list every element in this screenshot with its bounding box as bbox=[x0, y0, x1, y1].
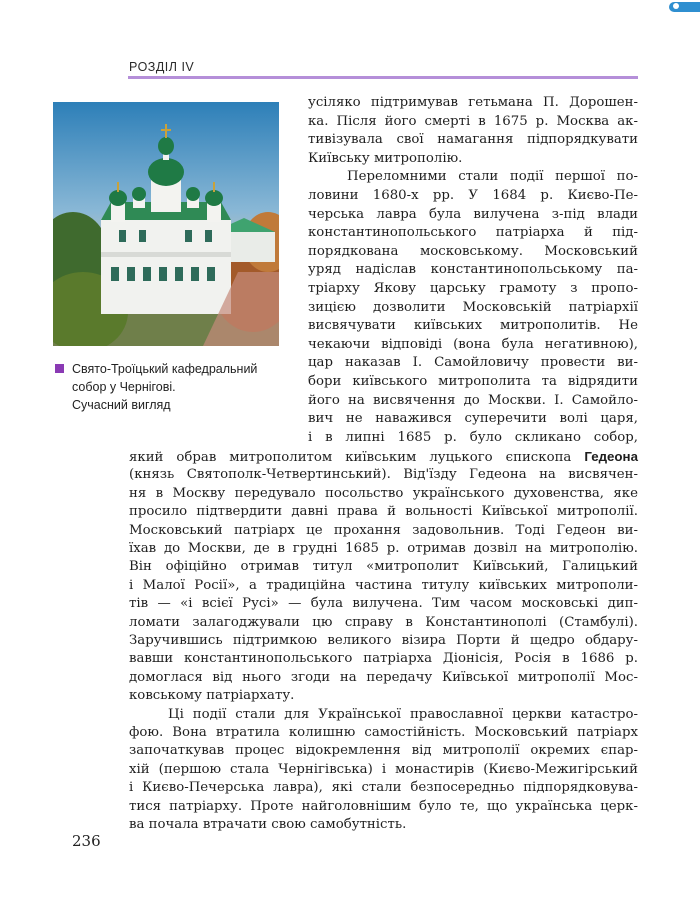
text-line: їхав до Москви, де в грудні 1685 р. отримав дозвіл на митрополію. bbox=[129, 541, 638, 556]
text-line: бори київського митрополита та відрядити bbox=[308, 374, 638, 389]
text-line: черська лавра була вилучена з-під влади bbox=[308, 206, 638, 222]
text-line: тивізувала свої намагання підпорядкувати bbox=[308, 132, 638, 148]
text-line: вавши константинопольського патріарха Діонісія, Росія в 1686 р. bbox=[129, 651, 638, 667]
figure-caption bbox=[72, 360, 282, 414]
caption-line: Сучасний вигляд bbox=[72, 398, 171, 412]
text-line: ловини 1680-х рр. У 1684 р. Києво-Пе- bbox=[308, 188, 638, 203]
text-line: тися патріарху. Проте найголовнішим було те, що українська церк- bbox=[129, 798, 638, 814]
corner-badge bbox=[669, 2, 700, 12]
text-line: Переломними стали події першої по- bbox=[347, 169, 638, 185]
text-line: ковському патріархату. bbox=[129, 688, 295, 704]
section-header: РОЗДІЛ IV bbox=[129, 60, 195, 74]
badge-dot-icon bbox=[673, 3, 679, 9]
text-line: фою. Вона втратила колишню самостійність. Московський патріарх bbox=[129, 725, 638, 740]
text-line: (князь Святополк-Четвертинський). Від'їзду Гедеона на висвячен- bbox=[129, 467, 638, 483]
text-line: уряд надіслав константинопольському па- bbox=[308, 262, 638, 278]
text-line: ка. Після його смерті в 1675 р. Москва ак- bbox=[308, 113, 638, 129]
text-line: домоглася від нього згоди на передачу Київської митрополії Мос- bbox=[129, 669, 638, 685]
text-line: і в липні 1685 р. було скликано собор, bbox=[308, 429, 638, 445]
caption-line: Свято-Троїцький кафедральний bbox=[72, 362, 258, 376]
text-line: Заручившись підтримкою великого візира Порти й щедро обдару- bbox=[129, 633, 638, 648]
text-line: який обрав митрополитом київським луцького єпископа Гедеона bbox=[129, 449, 638, 465]
text-line: усіляко підтримував гетьмана П. Дорошен- bbox=[308, 95, 638, 110]
text-line: і Києво-Печерська лавра), які стали безпосередньо підпорядковува- bbox=[129, 780, 638, 796]
text-line: Київську митрополію. bbox=[308, 150, 463, 166]
cathedral-image bbox=[53, 102, 279, 346]
text-line: константинопольського патріарха й під- bbox=[308, 225, 638, 241]
bold-name: Гедеона bbox=[584, 449, 638, 464]
text-line: ломати залагоджували цю справу в Константинополі (Стамбулі). bbox=[129, 614, 638, 630]
page-number: 236 bbox=[72, 832, 101, 850]
text-line: чекаючи відповіді (вона була негативною), bbox=[308, 336, 638, 352]
caption-marker-icon bbox=[55, 364, 64, 373]
text-line: цар наказав І. Самойловичу провести ви- bbox=[308, 355, 638, 371]
header-rule bbox=[128, 76, 638, 79]
text-line: тріарху Якову царську грамоту з пропо- bbox=[308, 281, 638, 296]
text-line: його на висвячення до Москви. І. Самойло- bbox=[308, 392, 638, 408]
text-line: висвячувати київських митрополитів. Не bbox=[308, 318, 638, 334]
text-line: хій (першою стала Чернігівська) і монастирів (Києво-Межигірський bbox=[129, 761, 638, 777]
text-line: Ці події стали для Української православної церкви катастро- bbox=[168, 706, 638, 722]
text-line: вич не наважився суперечити волі царя, bbox=[308, 411, 638, 427]
cathedral-photo bbox=[53, 102, 279, 346]
text-line: тів — «і всієї Русі» — була вилучена. Тим часом московські дип- bbox=[129, 596, 638, 612]
text-line: ва почала втрачати свою самобутність. bbox=[129, 817, 407, 832]
text-line: зицією дозволити Московській патріархії bbox=[308, 299, 638, 315]
text-line: Московський патріарх це прохання задовольнив. Тоді Гедеон ви- bbox=[129, 522, 638, 538]
text-line: ня в Москву передувало посольство українського духовенства, яке bbox=[129, 485, 638, 501]
text-line: Він офіційно отримав титул «митрополит Київський, Галицький bbox=[129, 559, 638, 575]
text-line: порядкована московському. Московський bbox=[308, 243, 638, 259]
text-line: започаткував процес відокремлення від митрополії окремих єпар- bbox=[129, 743, 638, 759]
text-line: і Малої Росії», а традиційна частина титулу київських митрополи- bbox=[129, 577, 638, 593]
caption-line: собор у Чернігові. bbox=[72, 380, 176, 394]
text-line: просило підтвердити давні права й вольності Київської митрополії. bbox=[129, 504, 638, 520]
